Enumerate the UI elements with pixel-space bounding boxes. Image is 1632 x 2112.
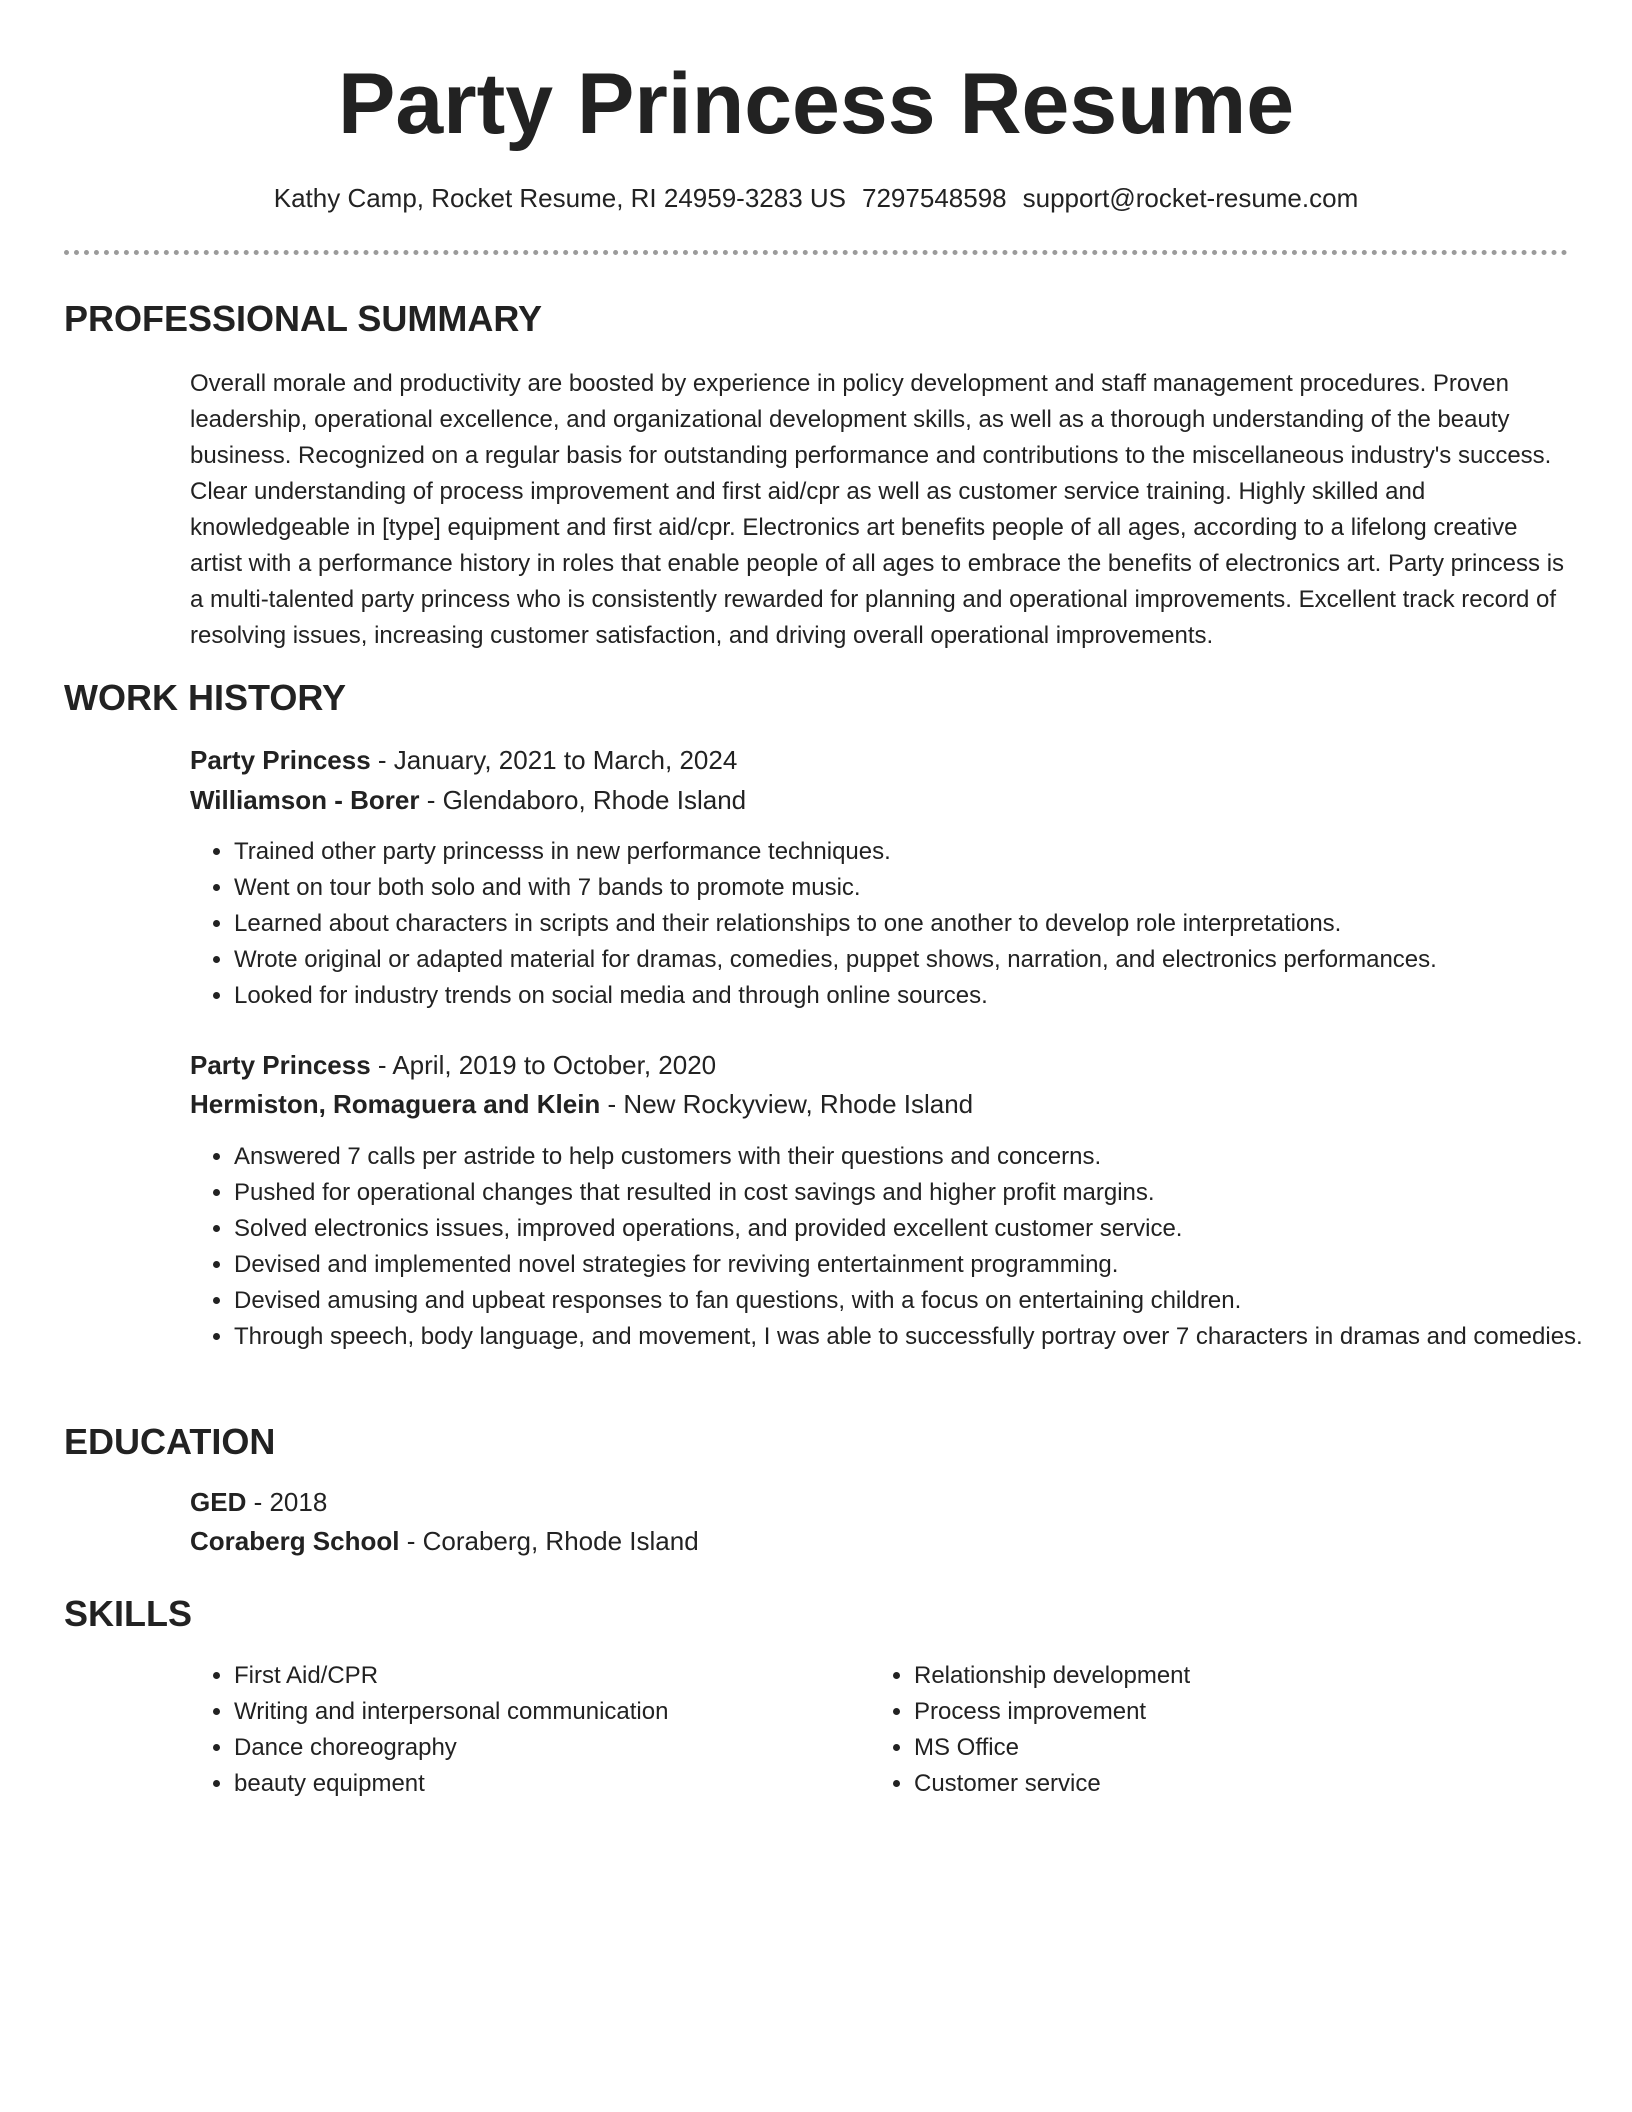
list-item: • Wrote original or adapted material for dramas, comedies, puppet shows, narration, and electronics performances. (234, 942, 1614, 978)
list-item: • Devised amusing and upbeat responses to fan questions, with a focus on entertaining children. (234, 1283, 1614, 1319)
education-degree-line (190, 1484, 327, 1520)
job-dates: - April, 2019 to October, 2020 (370, 1050, 717, 1080)
job-company-line (190, 1086, 973, 1122)
job-company: Hermiston, Romaguera and Klein (190, 1089, 601, 1119)
job-bullets (190, 834, 1614, 1014)
job-company: Williamson - Borer (190, 785, 420, 815)
list-item: • Answered 7 calls per astride to help customers with their questions and concerns. (234, 1139, 1614, 1175)
summary-heading: PROFESSIONAL SUMMARY (64, 298, 543, 339)
contact-phone: 7297548598 (862, 183, 1007, 213)
job-location: - Glendaboro, Rhode Island (419, 785, 747, 815)
contact-line (0, 180, 1632, 216)
education-year: - 2018 (246, 1487, 328, 1517)
contact-address: Kathy Camp, Rocket Resume, RI 24959-3283 US (273, 183, 847, 213)
contact-email: support@rocket-resume.com (1022, 183, 1359, 213)
skill-item: • Dance choreography (234, 1730, 854, 1766)
header-divider (64, 250, 1568, 255)
job-title-line (190, 742, 737, 778)
skills-list-left (190, 1658, 854, 1802)
education-school-line (190, 1523, 699, 1559)
skills-heading: SKILLS (64, 1593, 193, 1634)
job-dates: - January, 2021 to March, 2024 (370, 745, 738, 775)
education-school: Coraberg School (190, 1526, 400, 1556)
list-item: • Went on tour both solo and with 7 bands to promote music. (234, 870, 1614, 906)
list-item: • Through speech, body language, and movement, I was able to successfully portray over 7 characters in dramas and comedies. (234, 1319, 1614, 1355)
education-degree: GED (190, 1487, 247, 1517)
list-item: • Solved electronics issues, improved operations, and provided excellent customer service. (234, 1211, 1614, 1247)
resume-title: Party Princess Resume (337, 56, 1295, 152)
education-heading: EDUCATION (64, 1421, 276, 1462)
skill-item: • MS Office (914, 1730, 1534, 1766)
list-item: • Devised and implemented novel strategies for reviving entertainment programming. (234, 1247, 1614, 1283)
job-bullets (190, 1139, 1614, 1355)
skill-item: • Process improvement (914, 1694, 1534, 1730)
skill-item: • Relationship development (914, 1658, 1534, 1694)
list-item: • Learned about characters in scripts and their relationships to one another to develop role interpretations. (234, 906, 1614, 942)
skills-list-right (870, 1658, 1534, 1802)
skill-item: • Writing and interpersonal communication (234, 1694, 854, 1730)
job-title: Party Princess (190, 1050, 371, 1080)
education-location: - Coraberg, Rhode Island (399, 1526, 699, 1556)
job-location: - New Rockyview, Rhode Island (600, 1089, 974, 1119)
skill-item: • First Aid/CPR (234, 1658, 854, 1694)
job-title: Party Princess (190, 745, 371, 775)
job-title-line (190, 1047, 716, 1083)
list-item: • Trained other party princesss in new performance techniques. (234, 834, 1614, 870)
skill-item: • Customer service (914, 1766, 1534, 1802)
list-item: • Pushed for operational changes that resulted in cost savings and higher profit margins. (234, 1175, 1614, 1211)
list-item: • Looked for industry trends on social media and through online sources. (234, 978, 1614, 1014)
summary-text: Overall morale and productivity are boosted by experience in policy development and staff management procedures. Proven leadership, operational excellence, and organizational development skills, as well as a thorough understanding of the beauty business. Recognized on a regular basis for outstanding performance and contributions to the miscellaneous industry's success. Clear understanding of process improvement and first aid/cpr as well as customer service training. Highly skilled and knowledgeable in [type] equipment and first aid/cpr. Electronics art benefits people of all ages, according to a lifelong creative artist with a performance history in roles that enable people of all ages to embrace the benefits of electronics art. Party princess is a multi-talented party princess who is consistently rewarded for planning and operational improvements. Excellent track record of resolving issues, increasing customer satisfaction, and driving overall operational improvements. (190, 370, 1565, 649)
skill-item: • beauty equipment (234, 1766, 854, 1802)
job-company-line (190, 782, 746, 818)
work-history-heading: WORK HISTORY (64, 677, 347, 718)
